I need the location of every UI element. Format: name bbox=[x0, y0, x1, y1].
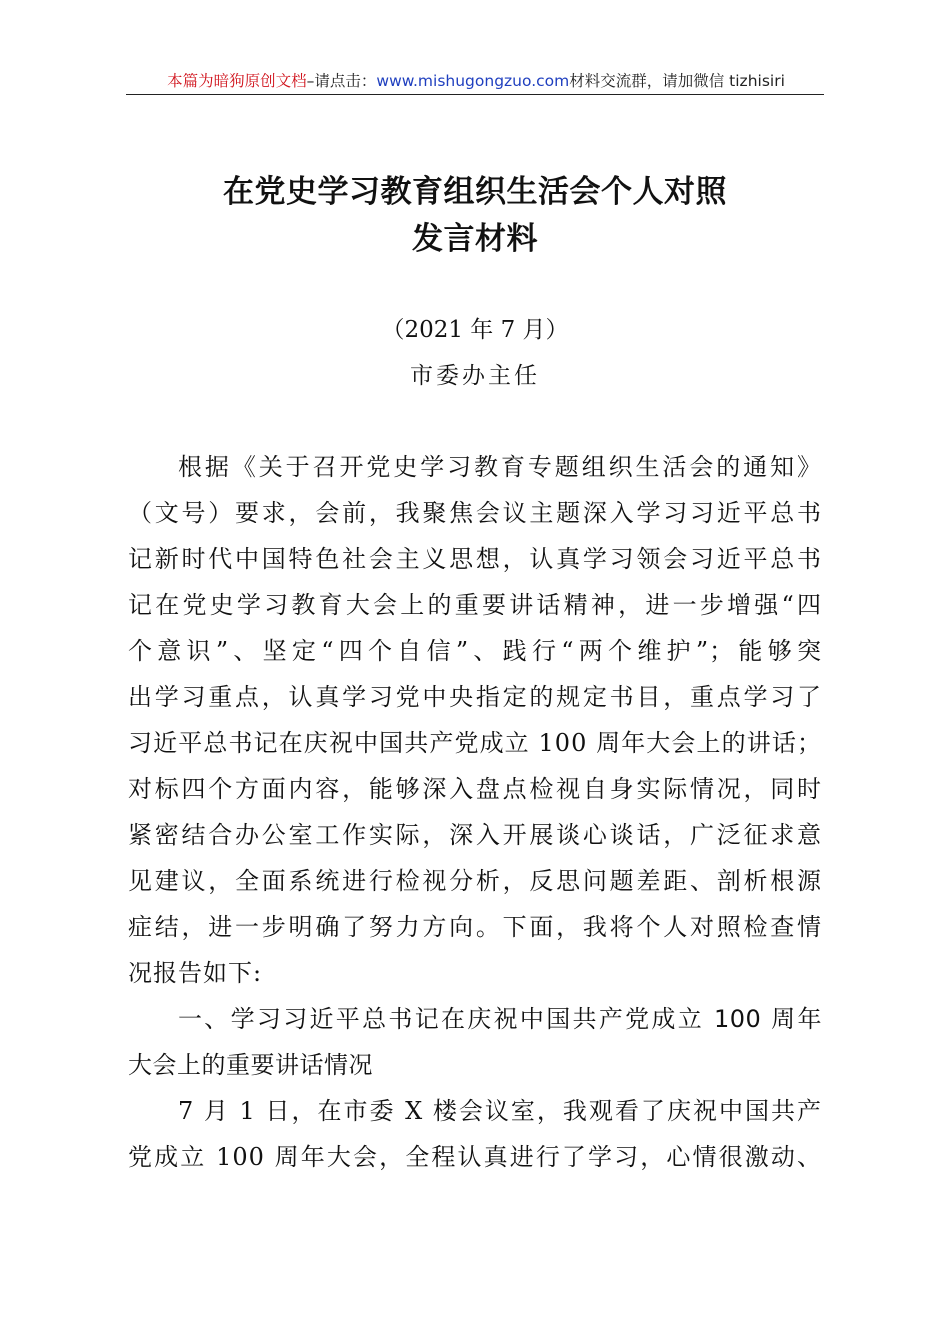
section-heading-line-1: 一、学习习近平总书记在庆祝中国共产党成立 100 周年 bbox=[178, 1005, 822, 1033]
header-divider bbox=[126, 94, 824, 95]
body-line: 根据《关于召开党史学习教育专题组织生活会的通知》 bbox=[178, 453, 822, 481]
header-prompt-text: –请点击： bbox=[306, 72, 377, 90]
body-line: 记新时代中国特色社会主义思想，认真学习领会习近平总书 bbox=[128, 545, 822, 573]
header-link[interactable]: www.mishugongzuo.com bbox=[376, 72, 570, 90]
document-title-line-1: 在党史学习教育组织生活会个人对照 bbox=[223, 174, 727, 210]
body-line: 习近平总书记在庆祝中国共产党成立 100 周年大会上的讲话； bbox=[128, 729, 822, 757]
body-line: 见建议，全面系统进行检视分析，反思问题差距、剖析根源 bbox=[128, 867, 822, 895]
body-line: 况报告如下: bbox=[128, 959, 263, 987]
body-line: 对标四个方面内容，能够深入盘点检视自身实际情况，同时 bbox=[128, 775, 822, 803]
section-heading-line-2: 大会上的重要讲话情况 bbox=[128, 1051, 373, 1079]
body-line: 记在党史学习教育大会上的重要讲话精神，进一步增强“四 bbox=[128, 591, 822, 619]
document-author: 市委办主任 bbox=[410, 363, 540, 389]
body-line: 出学习重点，认真学习党中央指定的规定书目，重点学习了 bbox=[128, 683, 822, 711]
body-line: 党成立 100 周年大会，全程认真进行了学习，心情很激动、 bbox=[128, 1143, 822, 1171]
body-line: （文号）要求，会前，我聚焦会议主题深入学习习近平总书 bbox=[128, 499, 822, 527]
header-tail-text: 材料交流群，请加微信 tizhisiri bbox=[569, 72, 785, 90]
header-brand-text: 本篇为暗狗原创文档 bbox=[167, 72, 307, 90]
document-header bbox=[130, 70, 822, 92]
document-date: （2021 年 7 月） bbox=[381, 317, 569, 343]
body-line: 7 月 1 日，在市委 X 楼会议室，我观看了庆祝中国共产 bbox=[178, 1097, 822, 1125]
document-title-line-2: 发言材料 bbox=[412, 221, 538, 257]
body-line: 个意识”、坚定“四个自信”、践行“两个维护”；能够突 bbox=[128, 637, 822, 665]
body-line: 症结，进一步明确了努力方向。下面，我将个人对照检查情 bbox=[128, 913, 822, 941]
body-line: 紧密结合办公室工作实际，深入开展谈心谈话，广泛征求意 bbox=[128, 821, 822, 849]
